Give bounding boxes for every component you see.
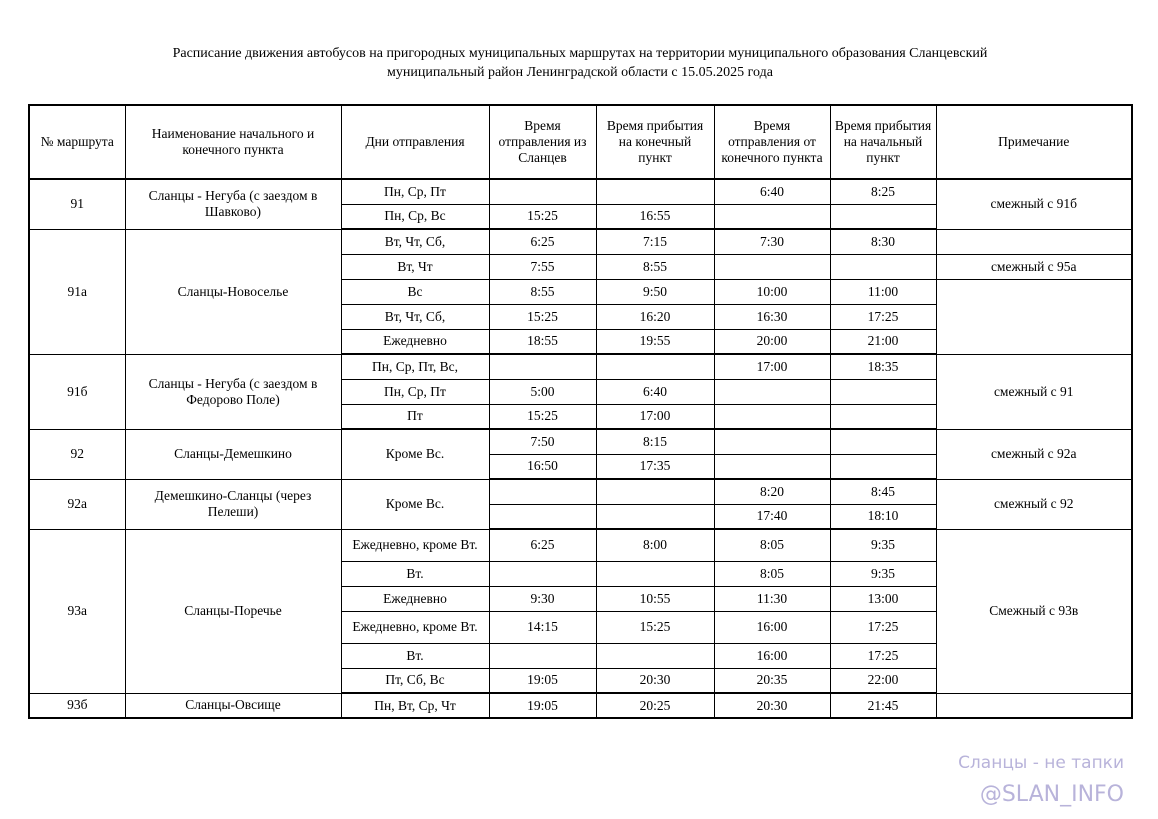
departure-from-slantsy	[489, 561, 596, 586]
header-days: Дни отправления	[341, 105, 489, 179]
arrival-at-end: 17:35	[596, 454, 714, 479]
departure-from-end: 8:20	[714, 479, 830, 504]
arrival-at-start: 11:00	[830, 279, 936, 304]
arrival-at-end: 17:00	[596, 404, 714, 429]
route-name: Сланцы - Негуба (с заездом в Шавково)	[125, 179, 341, 229]
route-number: 93а	[29, 529, 125, 693]
departure-days: Ежедневно, кроме Вт.	[341, 611, 489, 643]
header-route-no: № маршрута	[29, 105, 125, 179]
departure-from-end	[714, 429, 830, 454]
table-row	[29, 429, 1132, 454]
arrival-at-end: 19:55	[596, 329, 714, 354]
arrival-at-end: 10:55	[596, 586, 714, 611]
arrival-at-start: 18:35	[830, 354, 936, 379]
arrival-at-start: 9:35	[830, 561, 936, 586]
arrival-at-end: 9:50	[596, 279, 714, 304]
departure-from-slantsy: 6:25	[489, 229, 596, 254]
departure-from-end: 16:00	[714, 611, 830, 643]
route-number: 91а	[29, 229, 125, 354]
departure-from-end: 8:05	[714, 529, 830, 561]
departure-from-slantsy: 15:25	[489, 404, 596, 429]
route-note: смежный с 92	[936, 479, 1132, 529]
route-note: смежный с 91	[936, 354, 1132, 429]
arrival-at-start: 22:00	[830, 668, 936, 693]
departure-days: Вт, Чт, Сб,	[341, 229, 489, 254]
departure-from-end: 7:30	[714, 229, 830, 254]
departure-from-slantsy: 7:50	[489, 429, 596, 454]
route-name: Сланцы-Овсище	[125, 693, 341, 718]
arrival-at-start: 18:10	[830, 504, 936, 529]
schedule-table	[28, 104, 1133, 719]
departure-days: Пт, Сб, Вс	[341, 668, 489, 693]
departure-from-end	[714, 254, 830, 279]
watermark-handle: @SLAN_INFO	[979, 782, 1124, 807]
departure-from-end: 6:40	[714, 179, 830, 204]
departure-from-slantsy	[489, 643, 596, 668]
departure-from-slantsy: 6:25	[489, 529, 596, 561]
departure-from-slantsy	[489, 354, 596, 379]
departure-from-end	[714, 204, 830, 229]
departure-from-slantsy: 15:25	[489, 304, 596, 329]
arrival-at-start: 8:45	[830, 479, 936, 504]
arrival-at-end: 7:15	[596, 229, 714, 254]
departure-from-end: 8:05	[714, 561, 830, 586]
arrival-at-start: 8:30	[830, 229, 936, 254]
departure-days: Ежедневно	[341, 329, 489, 354]
departure-from-slantsy	[489, 179, 596, 204]
departure-from-end	[714, 404, 830, 429]
route-number: 91	[29, 179, 125, 229]
departure-days: Кроме Вс.	[341, 429, 489, 479]
departure-from-end: 20:30	[714, 693, 830, 718]
arrival-at-end	[596, 179, 714, 204]
arrival-at-start	[830, 429, 936, 454]
departure-days: Кроме Вс.	[341, 479, 489, 529]
route-name: Демешкино-Сланцы (через Пелеши)	[125, 479, 341, 529]
route-note	[936, 693, 1132, 718]
arrival-at-start: 8:25	[830, 179, 936, 204]
arrival-at-end	[596, 643, 714, 668]
departure-days: Пт	[341, 404, 489, 429]
departure-from-end: 16:30	[714, 304, 830, 329]
header-name: Наименование начального и конечного пункта	[125, 105, 341, 179]
arrival-at-end: 6:40	[596, 379, 714, 404]
departure-days: Пн, Ср, Пт, Вс,	[341, 354, 489, 379]
arrival-at-end: 16:55	[596, 204, 714, 229]
title-line-1: Расписание движения автобусов на пригородных муниципальных маршрутах на территории муниципального образования Сланцевский	[172, 46, 988, 61]
departure-days: Пн, Ср, Пт	[341, 179, 489, 204]
departure-days: Пн, Ср, Пт	[341, 379, 489, 404]
arrival-at-end: 20:30	[596, 668, 714, 693]
departure-days: Вт, Чт	[341, 254, 489, 279]
route-name: Сланцы-Поречье	[125, 529, 341, 693]
table-row	[29, 693, 1132, 718]
arrival-at-end: 16:20	[596, 304, 714, 329]
departure-from-end: 17:40	[714, 504, 830, 529]
departure-from-slantsy: 16:50	[489, 454, 596, 479]
departure-from-slantsy: 19:05	[489, 693, 596, 718]
departure-from-slantsy: 8:55	[489, 279, 596, 304]
route-name: Сланцы - Негуба (с заездом в Федорово Поле)	[125, 354, 341, 429]
arrival-at-end: 8:00	[596, 529, 714, 561]
table-row	[29, 179, 1132, 204]
departure-from-slantsy	[489, 479, 596, 504]
departure-days: Вс	[341, 279, 489, 304]
header-arr-start: Время прибытия на начальный пункт	[830, 105, 936, 179]
arrival-at-end	[596, 479, 714, 504]
departure-from-slantsy: 9:30	[489, 586, 596, 611]
departure-from-end: 20:00	[714, 329, 830, 354]
route-note: Смежный с 93в	[936, 529, 1132, 693]
header-dep-end: Время отправления от конечного пункта	[714, 105, 830, 179]
route-note: смежный с 92а	[936, 429, 1132, 479]
route-note-empty	[936, 279, 1132, 354]
departure-from-slantsy: 18:55	[489, 329, 596, 354]
departure-from-end	[714, 454, 830, 479]
arrival-at-start	[830, 379, 936, 404]
route-name: Сланцы-Новоселье	[125, 229, 341, 354]
route-note-empty	[936, 229, 1132, 254]
arrival-at-end: 8:15	[596, 429, 714, 454]
header-arr-end: Время прибытия на конечный пункт	[596, 105, 714, 179]
departure-days: Вт.	[341, 561, 489, 586]
watermark-slogan: Сланцы - не тапки	[958, 753, 1124, 773]
header-dep-slantsy: Время отправления из Сланцев	[489, 105, 596, 179]
departure-from-slantsy: 19:05	[489, 668, 596, 693]
route-name: Сланцы-Демешкино	[125, 429, 341, 479]
departure-from-slantsy: 7:55	[489, 254, 596, 279]
departure-from-slantsy	[489, 504, 596, 529]
arrival-at-start: 13:00	[830, 586, 936, 611]
arrival-at-end: 20:25	[596, 693, 714, 718]
table-row	[29, 229, 1132, 254]
arrival-at-end	[596, 561, 714, 586]
schedule-body	[29, 179, 1132, 718]
departure-from-end: 11:30	[714, 586, 830, 611]
departure-from-end	[714, 379, 830, 404]
arrival-at-start: 17:25	[830, 304, 936, 329]
title-line-2: муниципальный район Ленинградской области с 15.05.2025 года	[387, 65, 773, 80]
departure-from-end: 17:00	[714, 354, 830, 379]
departure-from-end: 20:35	[714, 668, 830, 693]
arrival-at-start: 21:00	[830, 329, 936, 354]
arrival-at-start: 17:25	[830, 643, 936, 668]
departure-days: Пн, Вт, Ср, Чт	[341, 693, 489, 718]
departure-from-slantsy: 14:15	[489, 611, 596, 643]
departure-days: Ежедневно, кроме Вт.	[341, 529, 489, 561]
departure-days: Пн, Ср, Вс	[341, 204, 489, 229]
route-number: 92а	[29, 479, 125, 529]
arrival-at-end: 15:25	[596, 611, 714, 643]
arrival-at-start	[830, 404, 936, 429]
arrival-at-end	[596, 354, 714, 379]
arrival-at-start: 21:45	[830, 693, 936, 718]
arrival-at-start	[830, 454, 936, 479]
route-note: смежный с 95а	[936, 254, 1132, 279]
departure-days: Вт.	[341, 643, 489, 668]
arrival-at-end: 8:55	[596, 254, 714, 279]
departure-from-end: 16:00	[714, 643, 830, 668]
arrival-at-start	[830, 254, 936, 279]
header-row	[29, 105, 1132, 179]
arrival-at-start: 17:25	[830, 611, 936, 643]
departure-days: Вт, Чт, Сб,	[341, 304, 489, 329]
route-number: 91б	[29, 354, 125, 429]
header-note: Примечание	[936, 105, 1132, 179]
arrival-at-start	[830, 204, 936, 229]
table-row	[29, 529, 1132, 561]
route-note: смежный с 91б	[936, 179, 1132, 229]
arrival-at-start: 9:35	[830, 529, 936, 561]
departure-from-end: 10:00	[714, 279, 830, 304]
table-row	[29, 479, 1132, 504]
departure-from-slantsy: 15:25	[489, 204, 596, 229]
route-number: 92	[29, 429, 125, 479]
table-row	[29, 354, 1132, 379]
departure-from-slantsy: 5:00	[489, 379, 596, 404]
document-title	[60, 44, 1100, 82]
arrival-at-end	[596, 504, 714, 529]
departure-days: Ежедневно	[341, 586, 489, 611]
route-number: 93б	[29, 693, 125, 718]
